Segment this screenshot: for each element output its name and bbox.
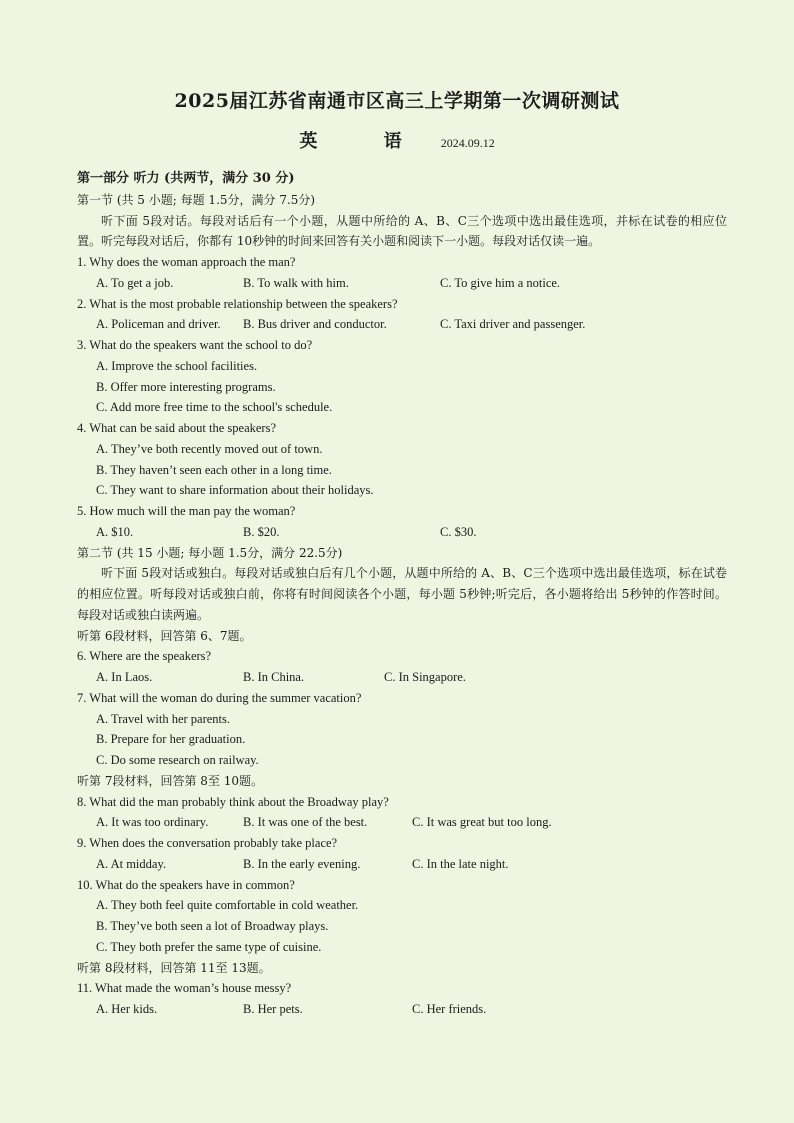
option-b: B. They’ve both seen a lot of Broadway plays. xyxy=(96,919,329,933)
option-c: C. Do some research on railway. xyxy=(96,753,259,767)
option-a: A. To get a job. xyxy=(96,275,174,290)
option-b: B. $20. xyxy=(243,524,280,539)
question-9-options xyxy=(77,854,727,875)
section2-heading: 第二节 (共 15 小题; 每小题 1.5分，满分 22.5分) xyxy=(77,545,343,560)
question-8: 8. What did the man probably think about the Broadway play? xyxy=(77,794,389,809)
material-6-heading: 听第 6段材料，回答第 6、7题。 xyxy=(77,628,252,643)
option-c: C. They both prefer the same type of cuisine. xyxy=(96,939,322,954)
material-8-heading: 听第 8段材料，回答第 11至 13题。 xyxy=(77,960,271,975)
section1-heading: 第一节 (共 5 小题; 每题 1.5分，满分 7.5分) xyxy=(77,192,316,207)
option-c: C. It was great but too long. xyxy=(412,815,552,830)
question-5: 5. How much will the man pay the woman? xyxy=(77,504,296,518)
option-b: B. In the early evening. xyxy=(243,856,361,871)
option-b: B. Her pets. xyxy=(243,1002,303,1016)
question-9: 9. When does the conversation probably take place? xyxy=(77,836,338,850)
question-10: 10. What do the speakers have in common? xyxy=(77,877,295,892)
option-c: C. Add more free time to the school's schedule. xyxy=(96,400,333,415)
option-a: A. Her kids. xyxy=(96,1002,158,1016)
option-b: B. Prepare for her graduation. xyxy=(96,732,246,747)
question-7: 7. What will the woman do during the summer vacation? xyxy=(77,690,362,705)
option-a: A. In Laos. xyxy=(96,670,153,684)
option-c: C. In Singapore. xyxy=(384,670,466,684)
question-5-options xyxy=(77,522,727,543)
option-b: B. In China. xyxy=(243,670,305,684)
question-6-options xyxy=(77,667,727,688)
question-6: 6. Where are the speakers? xyxy=(77,649,212,664)
option-a: A. It was too ordinary. xyxy=(96,815,209,830)
section1-instructions: 听下面 5段对话。每段对话后有一个小题，从题中所给的 A、B、C三个选项中选出最佳选项，并标在试卷的相应位置。听完每段对话后，你都有 10秒钟的时间来回答有关小题和阅读下一小题。每段对话仅读一遍。 xyxy=(77,213,727,249)
option-c: C. Her friends. xyxy=(412,1002,487,1016)
option-b: B. Bus driver and conductor. xyxy=(243,317,387,332)
option-a: A. They both feel quite comfortable in cold weather. xyxy=(96,898,359,913)
option-a: A. $10. xyxy=(96,524,134,539)
option-a: A. Policeman and driver. xyxy=(96,317,221,332)
question-1: 1. Why does the woman approach the man? xyxy=(77,255,296,269)
material-7-heading: 听第 7段材料，回答第 8至 10题。 xyxy=(77,773,263,788)
question-11-options xyxy=(77,999,727,1020)
option-b: B. They haven’t seen each other in a long time. xyxy=(96,462,332,477)
option-b: B. To walk with him. xyxy=(243,275,349,290)
question-2-options xyxy=(77,314,727,335)
option-c: C. In the late night. xyxy=(412,856,509,871)
question-4: 4. What can be said about the speakers? xyxy=(77,421,276,435)
question-1-options xyxy=(77,273,727,294)
option-a: A. Improve the school facilities. xyxy=(96,358,258,373)
subject-label: 英 语 xyxy=(299,131,432,152)
option-a: A. Travel with her parents. xyxy=(96,711,231,726)
question-3: 3. What do the speakers want the school to do? xyxy=(77,338,313,352)
option-c: C. Taxi driver and passenger. xyxy=(440,317,586,332)
part1-heading: 第一部分 听力 (共两节，满分 30 分) xyxy=(77,171,295,186)
option-a: A. They’ve both recently moved out of town. xyxy=(96,441,323,456)
exam-date: 2024.09.12 xyxy=(440,136,495,150)
exam-content xyxy=(77,169,727,1020)
option-b: B. It was one of the best. xyxy=(243,815,368,830)
question-2: 2. What is the most probable relationship between the speakers? xyxy=(77,296,398,311)
question-11: 11. What made the woman’s house messy? xyxy=(77,981,292,996)
section2-instructions: 听下面 5段对话或独白。每段对话或独白后有几个小题，从题中所给的 A、B、C三个选项中选出最佳选项，标在试卷的相应位置。听每段对话或独白前，你将有时间阅读各个小题，每小题 5秒钟;听完后，各小题将给出 5秒钟的作答时间。每段对话或独白读两遍。 xyxy=(77,566,727,622)
option-c: C. $30. xyxy=(440,524,477,539)
option-b: B. Offer more interesting programs. xyxy=(96,379,276,394)
option-a: A. At midday. xyxy=(96,856,167,871)
option-c: C. They want to share information about their holidays. xyxy=(96,483,374,498)
option-c: C. To give him a notice. xyxy=(440,275,561,290)
question-8-options xyxy=(77,812,727,833)
exam-subtitle xyxy=(0,127,794,153)
exam-title: 2025届江苏省南通市区高三上学期第一次调研测试 xyxy=(174,90,620,112)
